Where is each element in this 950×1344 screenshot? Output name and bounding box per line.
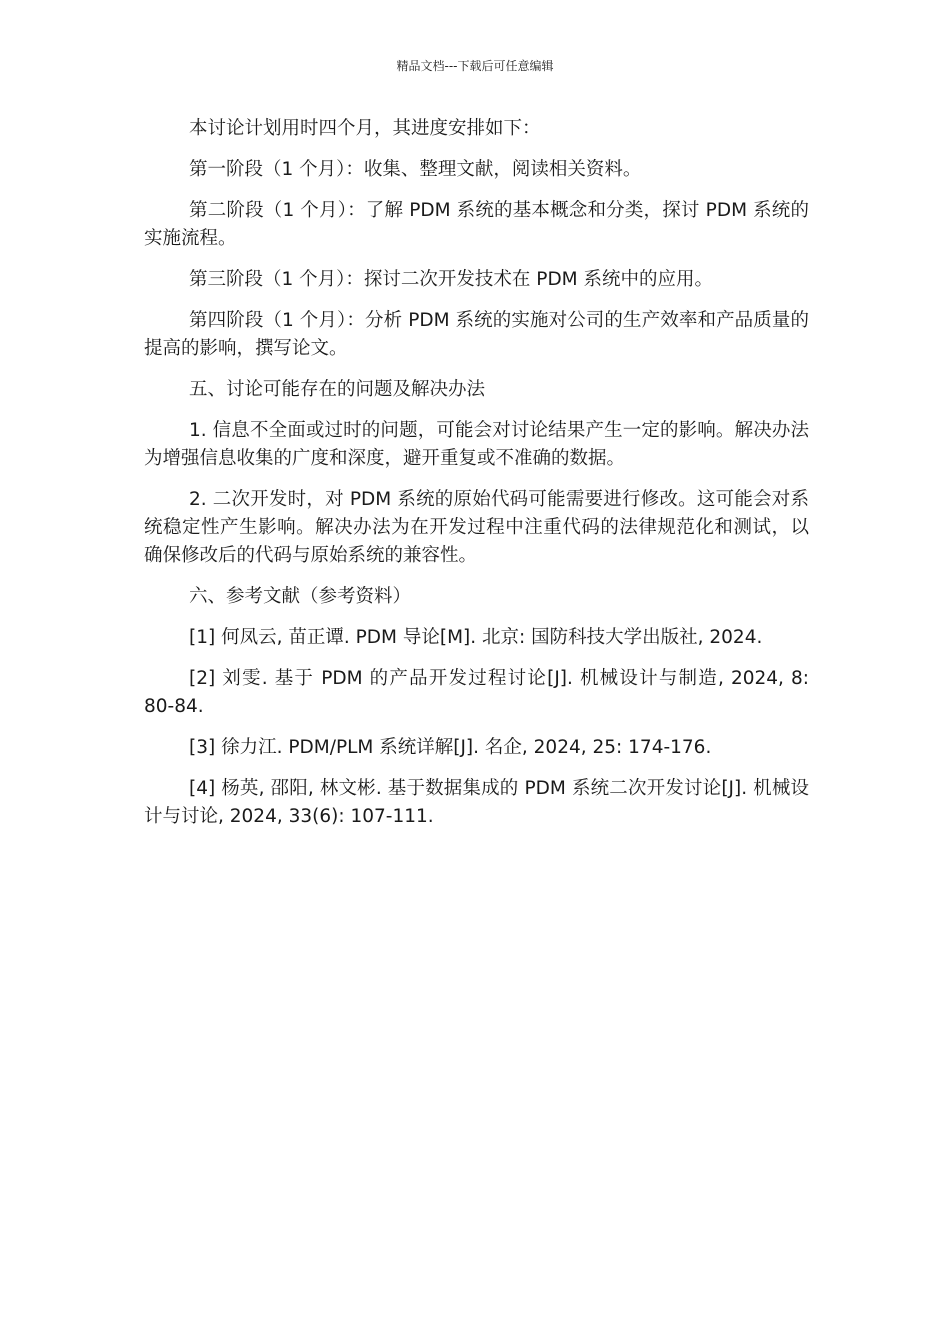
phase-1: 第一阶段（1 个月）：收集、整理文献，阅读相关资料。: [189, 159, 642, 180]
document-body: [144, 115, 809, 844]
phase-4: 第四阶段（1 个月）：分析 PDM 系统的实施对公司的生产效率和产品质量的提高的影响，撰写论文。: [144, 310, 809, 359]
reference-1: [1] 何凤云, 苗正谭. PDM 导论[M]. 北京: 国防科技大学出版社, 2024.: [189, 627, 763, 648]
section-heading-problems: 五、讨论可能存在的问题及解决办法: [189, 379, 486, 400]
problem-2: 2. 二次开发时，对 PDM 系统的原始代码可能需要进行修改。这可能会对系统稳定性产生影响。解决办法为在开发过程中注重代码的法律规范化和测试，以确保修改后的代码与原始系统的兼容性。: [144, 489, 809, 566]
schedule-intro: 本讨论计划用时四个月，其进度安排如下：: [189, 118, 541, 139]
problem-1: 1. 信息不全面或过时的问题，可能会对讨论结果产生一定的影响。解决办法为增强信息收集的广度和深度，避开重复或不准确的数据。: [144, 420, 809, 469]
phase-3: 第三阶段（1 个月）：探讨二次开发技术在 PDM 系统中的应用。: [189, 269, 714, 290]
section-heading-references: 六、参考文献（参考资料）: [189, 586, 412, 607]
reference-2: [2] 刘雯. 基于 PDM 的产品开发过程讨论[J]. 机械设计与制造, 2024, 8: 80-84.: [144, 668, 809, 717]
page-header: 精品文档---下载后可任意编辑: [396, 59, 554, 73]
reference-4: [4] 杨英, 邵阳, 林文彬. 基于数据集成的 PDM 系统二次开发讨论[J]. 机械设计与讨论, 2024, 33(6): 107-111.: [144, 778, 809, 827]
reference-3: [3] 徐力江. PDM/PLM 系统详解[J]. 名企, 2024, 25: 174-176.: [189, 737, 712, 758]
phase-2: 第二阶段（1 个月）：了解 PDM 系统的基本概念和分类，探讨 PDM 系统的实施流程。: [144, 200, 809, 249]
